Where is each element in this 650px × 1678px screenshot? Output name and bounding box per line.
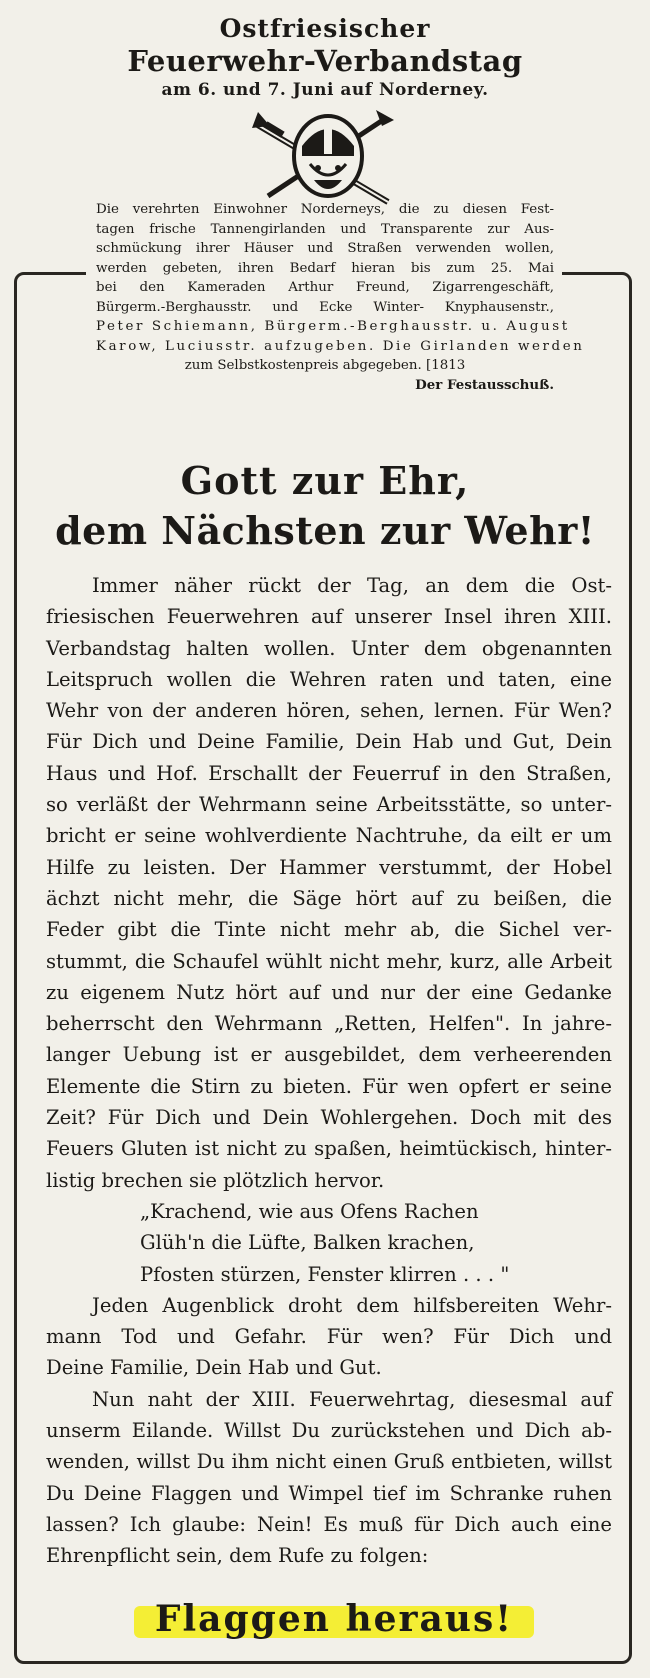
- poem-line: Glüh'n die Lüfte, Balken krachen,: [140, 1231, 475, 1255]
- body-line: lassen? Ich glaube: Nein! Es muß für Dich auch eine: [46, 1512, 612, 1536]
- body-line: Feuers Gluten ist nicht zu spaßen, heimtückisch, hinter-: [46, 1137, 612, 1161]
- notice-line: Die verehrten Einwohner Norderneys, die zu diesen Fest-: [96, 202, 554, 217]
- body-line: friesischen Feuerwehren auf unserer Insel ihren XIII.: [46, 605, 612, 629]
- notice-line: Peter Schiemann, Bürgerm.-Berghausstr. u. August: [96, 319, 570, 334]
- body-line: beherrscht den Wehrmann „Retten, Helfen". In jahre-: [46, 1012, 612, 1036]
- notice-signature: Der Festausschuß.: [415, 376, 554, 393]
- body-line: Für Dich und Deine Familie, Dein Hab und Gut, Dein: [46, 730, 612, 754]
- body-line: ächzt nicht mehr, die Säge hört auf zu beißen, die: [46, 886, 612, 910]
- body-line: Du Deine Flaggen und Wimpel tief im Schranke ruhen: [46, 1481, 612, 1505]
- body-line: wenden, willst Du ihm nicht einen Gruß entbieten, willst: [46, 1450, 612, 1474]
- headline-line-2: Feuerwehr-Verbandstag: [127, 44, 523, 78]
- body-line: listig brechen sie plötzlich hervor.: [46, 1168, 385, 1192]
- body-line: unserm Eilande. Willst Du zurückstehen und Dich ab-: [46, 1419, 612, 1443]
- body-line: Nun naht der XIII. Feuerwehrtag, diesesmal auf: [92, 1387, 612, 1411]
- body-line: Feder gibt die Tinte nicht mehr ab, die Sichel ver-: [46, 918, 612, 942]
- body-line: Elemente die Stirn zu bieten. Für wen opfert er seine: [46, 1074, 612, 1098]
- body-line: stummt, die Schaufel wühlt nicht mehr, kurz, alle Arbeit: [46, 949, 612, 973]
- body-line: Deine Familie, Dein Hab und Gut.: [46, 1356, 382, 1380]
- poem-line: „Krachend, wie aus Ofens Rachen: [140, 1199, 479, 1223]
- headline-date: am 6. und 7. Juni auf Norderney.: [161, 80, 489, 100]
- body-line: Jeden Augenblick droht dem hilfsbereiten Wehr-: [92, 1293, 612, 1317]
- body-line: Ehrenpflicht sein, dem Rufe zu folgen:: [46, 1544, 429, 1568]
- notice-block: [96, 200, 585, 395]
- notice-line: werden gebeten, ihren Bedarf hieran bis zum 25. Mai: [96, 260, 554, 276]
- body-line: Wehr von der anderen hören, sehen, lernen. Für Wen?: [46, 699, 612, 723]
- headline-line-1: Ostfriesischer: [219, 14, 431, 43]
- body-line: langer Uebung ist er ausgebildet, dem verheerenden: [46, 1043, 612, 1067]
- body-line: Leitspruch wollen die Wehren raten und taten, eine: [46, 667, 612, 691]
- poem-line: Pfosten stürzen, Fenster klirren . . . ": [140, 1262, 510, 1286]
- body-line: Zeit? Für Dich und Dein Wohlergehen. Doch mit des: [46, 1106, 612, 1130]
- finale-text: Flaggen heraus!: [154, 1598, 514, 1640]
- notice-line: bei den Kameraden Arthur Freund, Zigarrengeschäft,: [96, 280, 554, 295]
- body-line: Haus und Hof. Erschallt der Feuerruf in den Straßen,: [46, 761, 612, 785]
- motto-line-2: dem Nächsten zur Wehr!: [55, 508, 595, 553]
- body-line: mann Tod und Gefahr. Für wen? Für Dich und: [46, 1325, 612, 1349]
- finale-banner: [134, 1598, 534, 1640]
- body-line: Hilfe zu leisten. Der Hammer verstummt, der Hobel: [46, 855, 612, 879]
- fire-brigade-emblem-icon: [248, 106, 398, 210]
- notice-line: Bürgerm.-Berghausstr. und Ecke Winter- Knyphausenstr.,: [96, 299, 554, 315]
- body-line: Verbandstag halten wollen. Unter dem obgenannten: [46, 636, 612, 660]
- motto-line-1: Gott zur Ehr,: [180, 458, 470, 503]
- body-line: zu eigenem Nutz hört auf und nur der eine Gedanke: [46, 980, 612, 1004]
- notice-line: tagen frische Tannengirlanden und Transparente zur Aus-: [96, 221, 554, 237]
- notice-line: schmückung ihrer Häuser und Straßen verwenden wollen,: [96, 241, 554, 256]
- article-body: [46, 570, 612, 1572]
- body-line: so verläßt der Wehrmann seine Arbeitsstätte, so unter-: [46, 793, 612, 817]
- body-line: Immer näher rückt der Tag, an dem die Ost-: [92, 574, 612, 597]
- notice-line: zum Selbstkostenpreis abgegeben. [1813: [184, 358, 466, 373]
- body-line: bricht er seine wohlverdiente Nachtruhe, da eilt er um: [46, 824, 612, 848]
- notice-line: Karow, Luciusstr. aufzugeben. Die Girlanden werden: [96, 338, 585, 354]
